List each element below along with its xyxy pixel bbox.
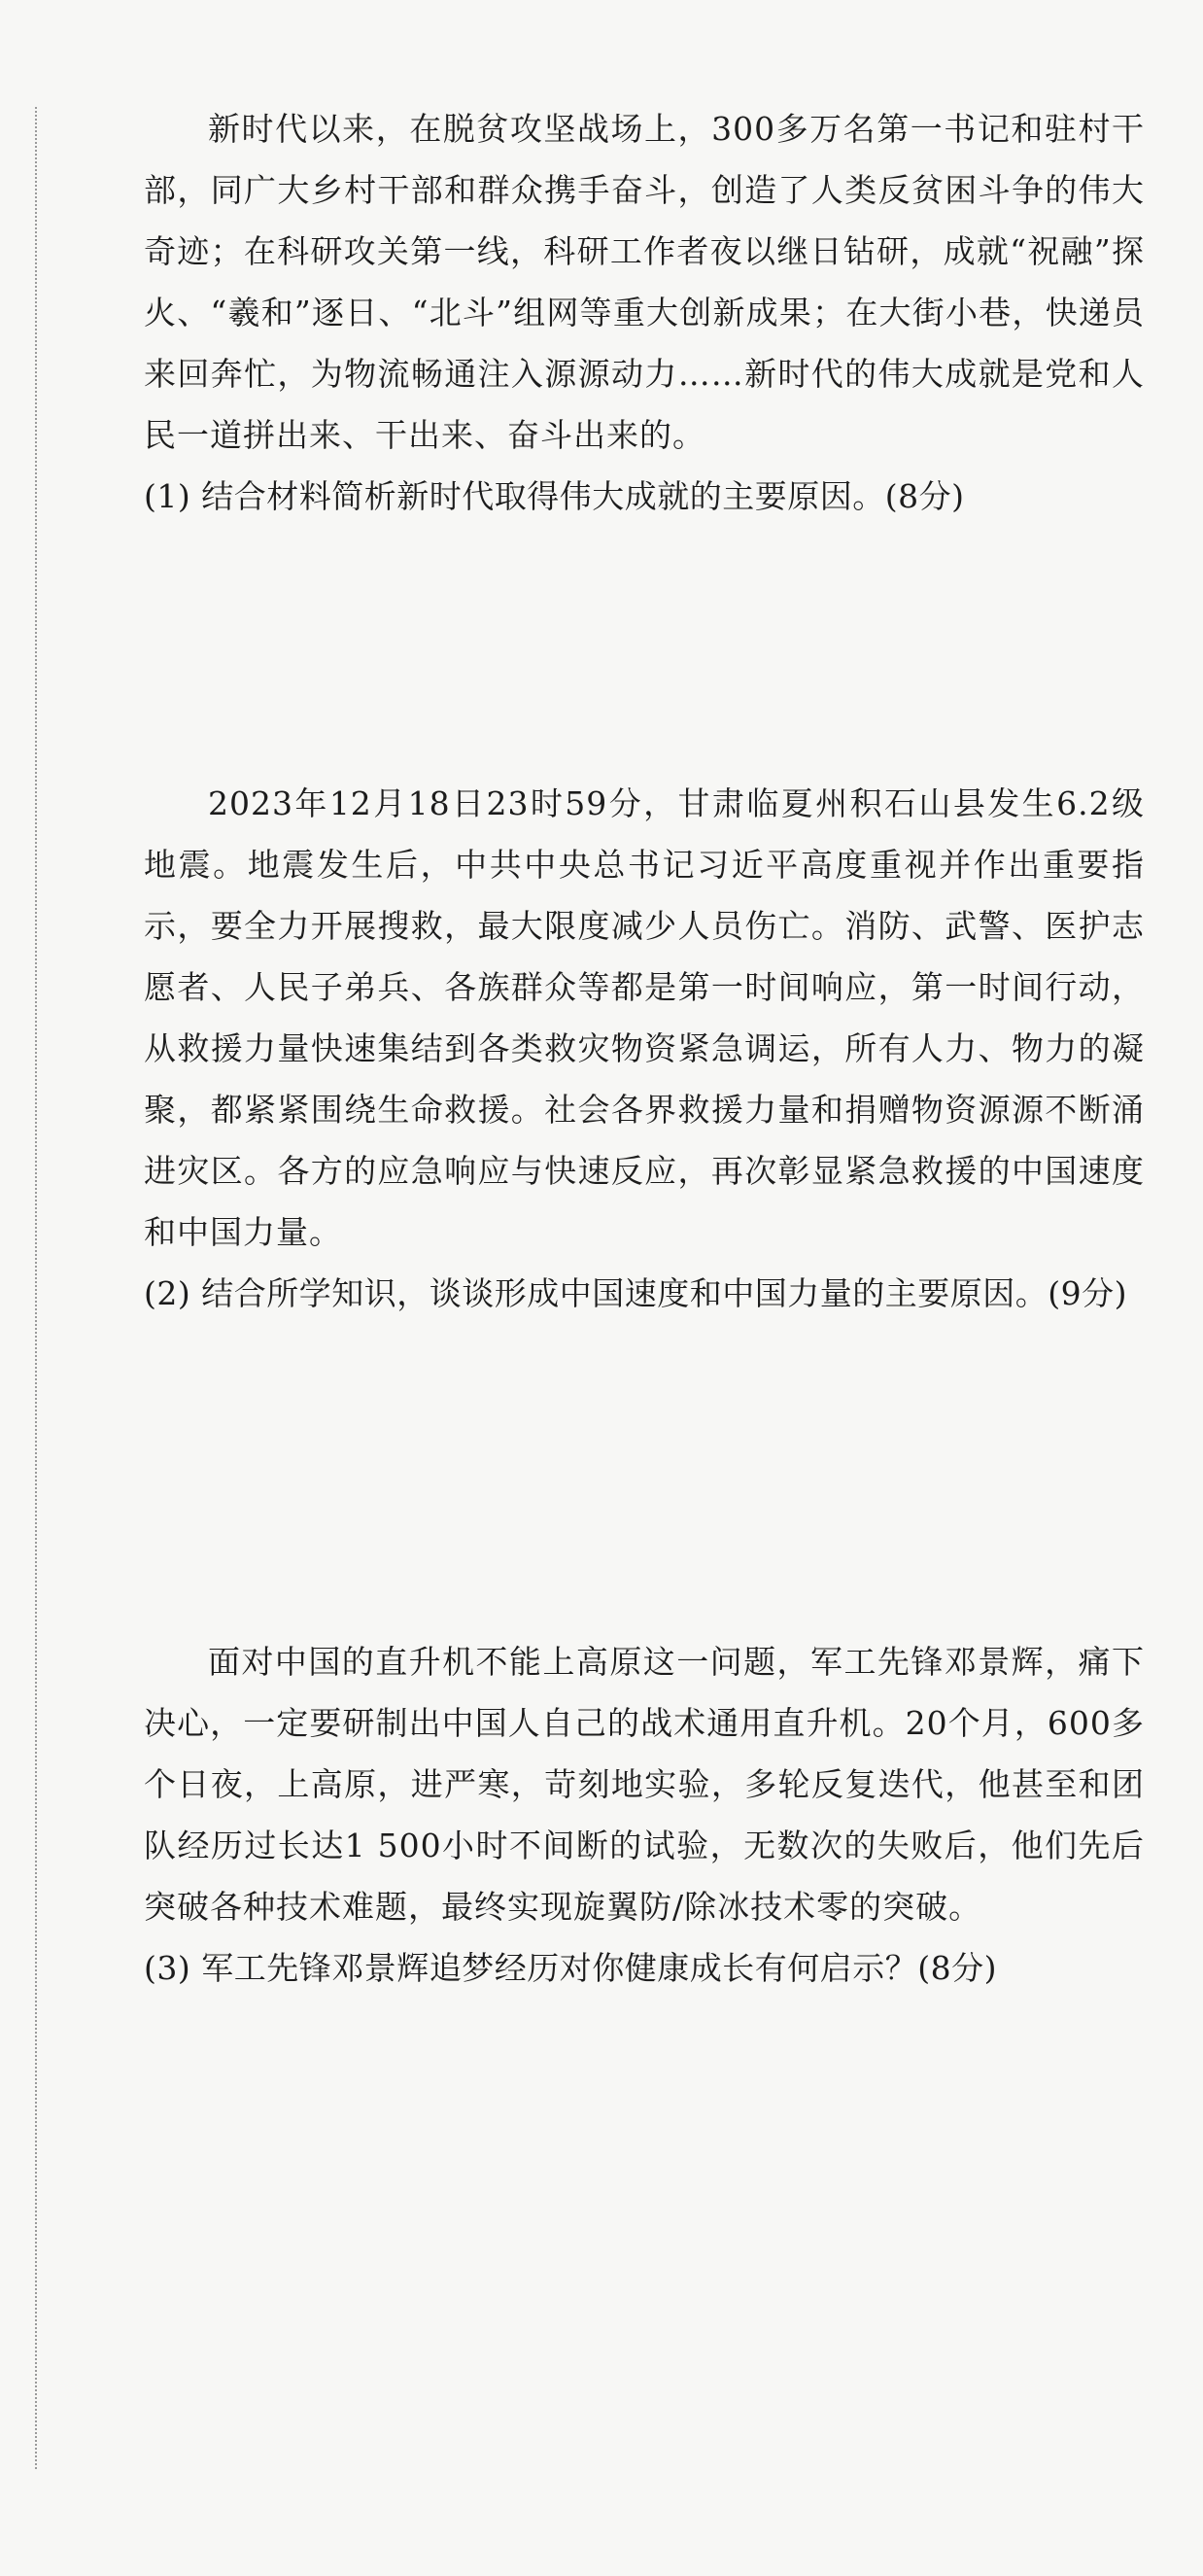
section-3 xyxy=(144,1631,1145,1999)
section-2 xyxy=(144,773,1145,1324)
question-3: (3) 军工先锋邓景辉追梦经历对你健康成长有何启示？(8分) xyxy=(144,1949,997,1987)
question-1: (1) 结合材料简析新时代取得伟大成就的主要原因。(8分) xyxy=(144,477,965,515)
section-1 xyxy=(144,98,1145,527)
binding-margin-line xyxy=(35,107,37,2469)
question-2: (2) 结合所学知识，谈谈形成中国速度和中国力量的主要原因。(9分) xyxy=(144,1274,1127,1312)
material-passage-3: 面对中国的直升机不能上高原这一问题，军工先锋邓景辉，痛下决心，一定要研制出中国人自己的战术通用直升机。20个月，600多个日夜，上高原，进严寒，苛刻地实验，多轮反复迭代，他甚至和团队经历过长达1 500小时不间断的试验，无数次的失败后，他们先后突破各种技术难题，最终实现旋翼防/除冰技术零的突破。 xyxy=(144,1643,1145,1926)
material-passage-1: 新时代以来，在脱贫攻坚战场上，300多万名第一书记和驻村干部，同广大乡村干部和群众携手奋斗，创造了人类反贫困斗争的伟大奇迹；在科研攻关第一线，科研工作者夜以继日钻研，成就“祝融”探火、“羲和”逐日、“北斗”组网等重大创新成果；在大街小巷，快递员来回奔忙，为物流畅通注入源源动力……新时代的伟大成就是党和人民一道拼出来、干出来、奋斗出来的。 xyxy=(144,110,1145,454)
material-passage-2: 2023年12月18日23时59分，甘肃临夏州积石山县发生6.2级地震。地震发生后，中共中央总书记习近平高度重视并作出重要指示，要全力开展搜救，最大限度减少人员伤亡。消防、武警、医护志愿者、人民子弟兵、各族群众等都是第一时间响应，第一时间行动，从救援力量快速集结到各类救灾物资紧急调运，所有人力、物力的凝聚，都紧紧围绕生命救援。社会各界救援力量和捐赠物资源源不断涌进灾区。各方的应急响应与快速反应，再次彰显紧急救援的中国速度和中国力量。 xyxy=(144,784,1145,1251)
